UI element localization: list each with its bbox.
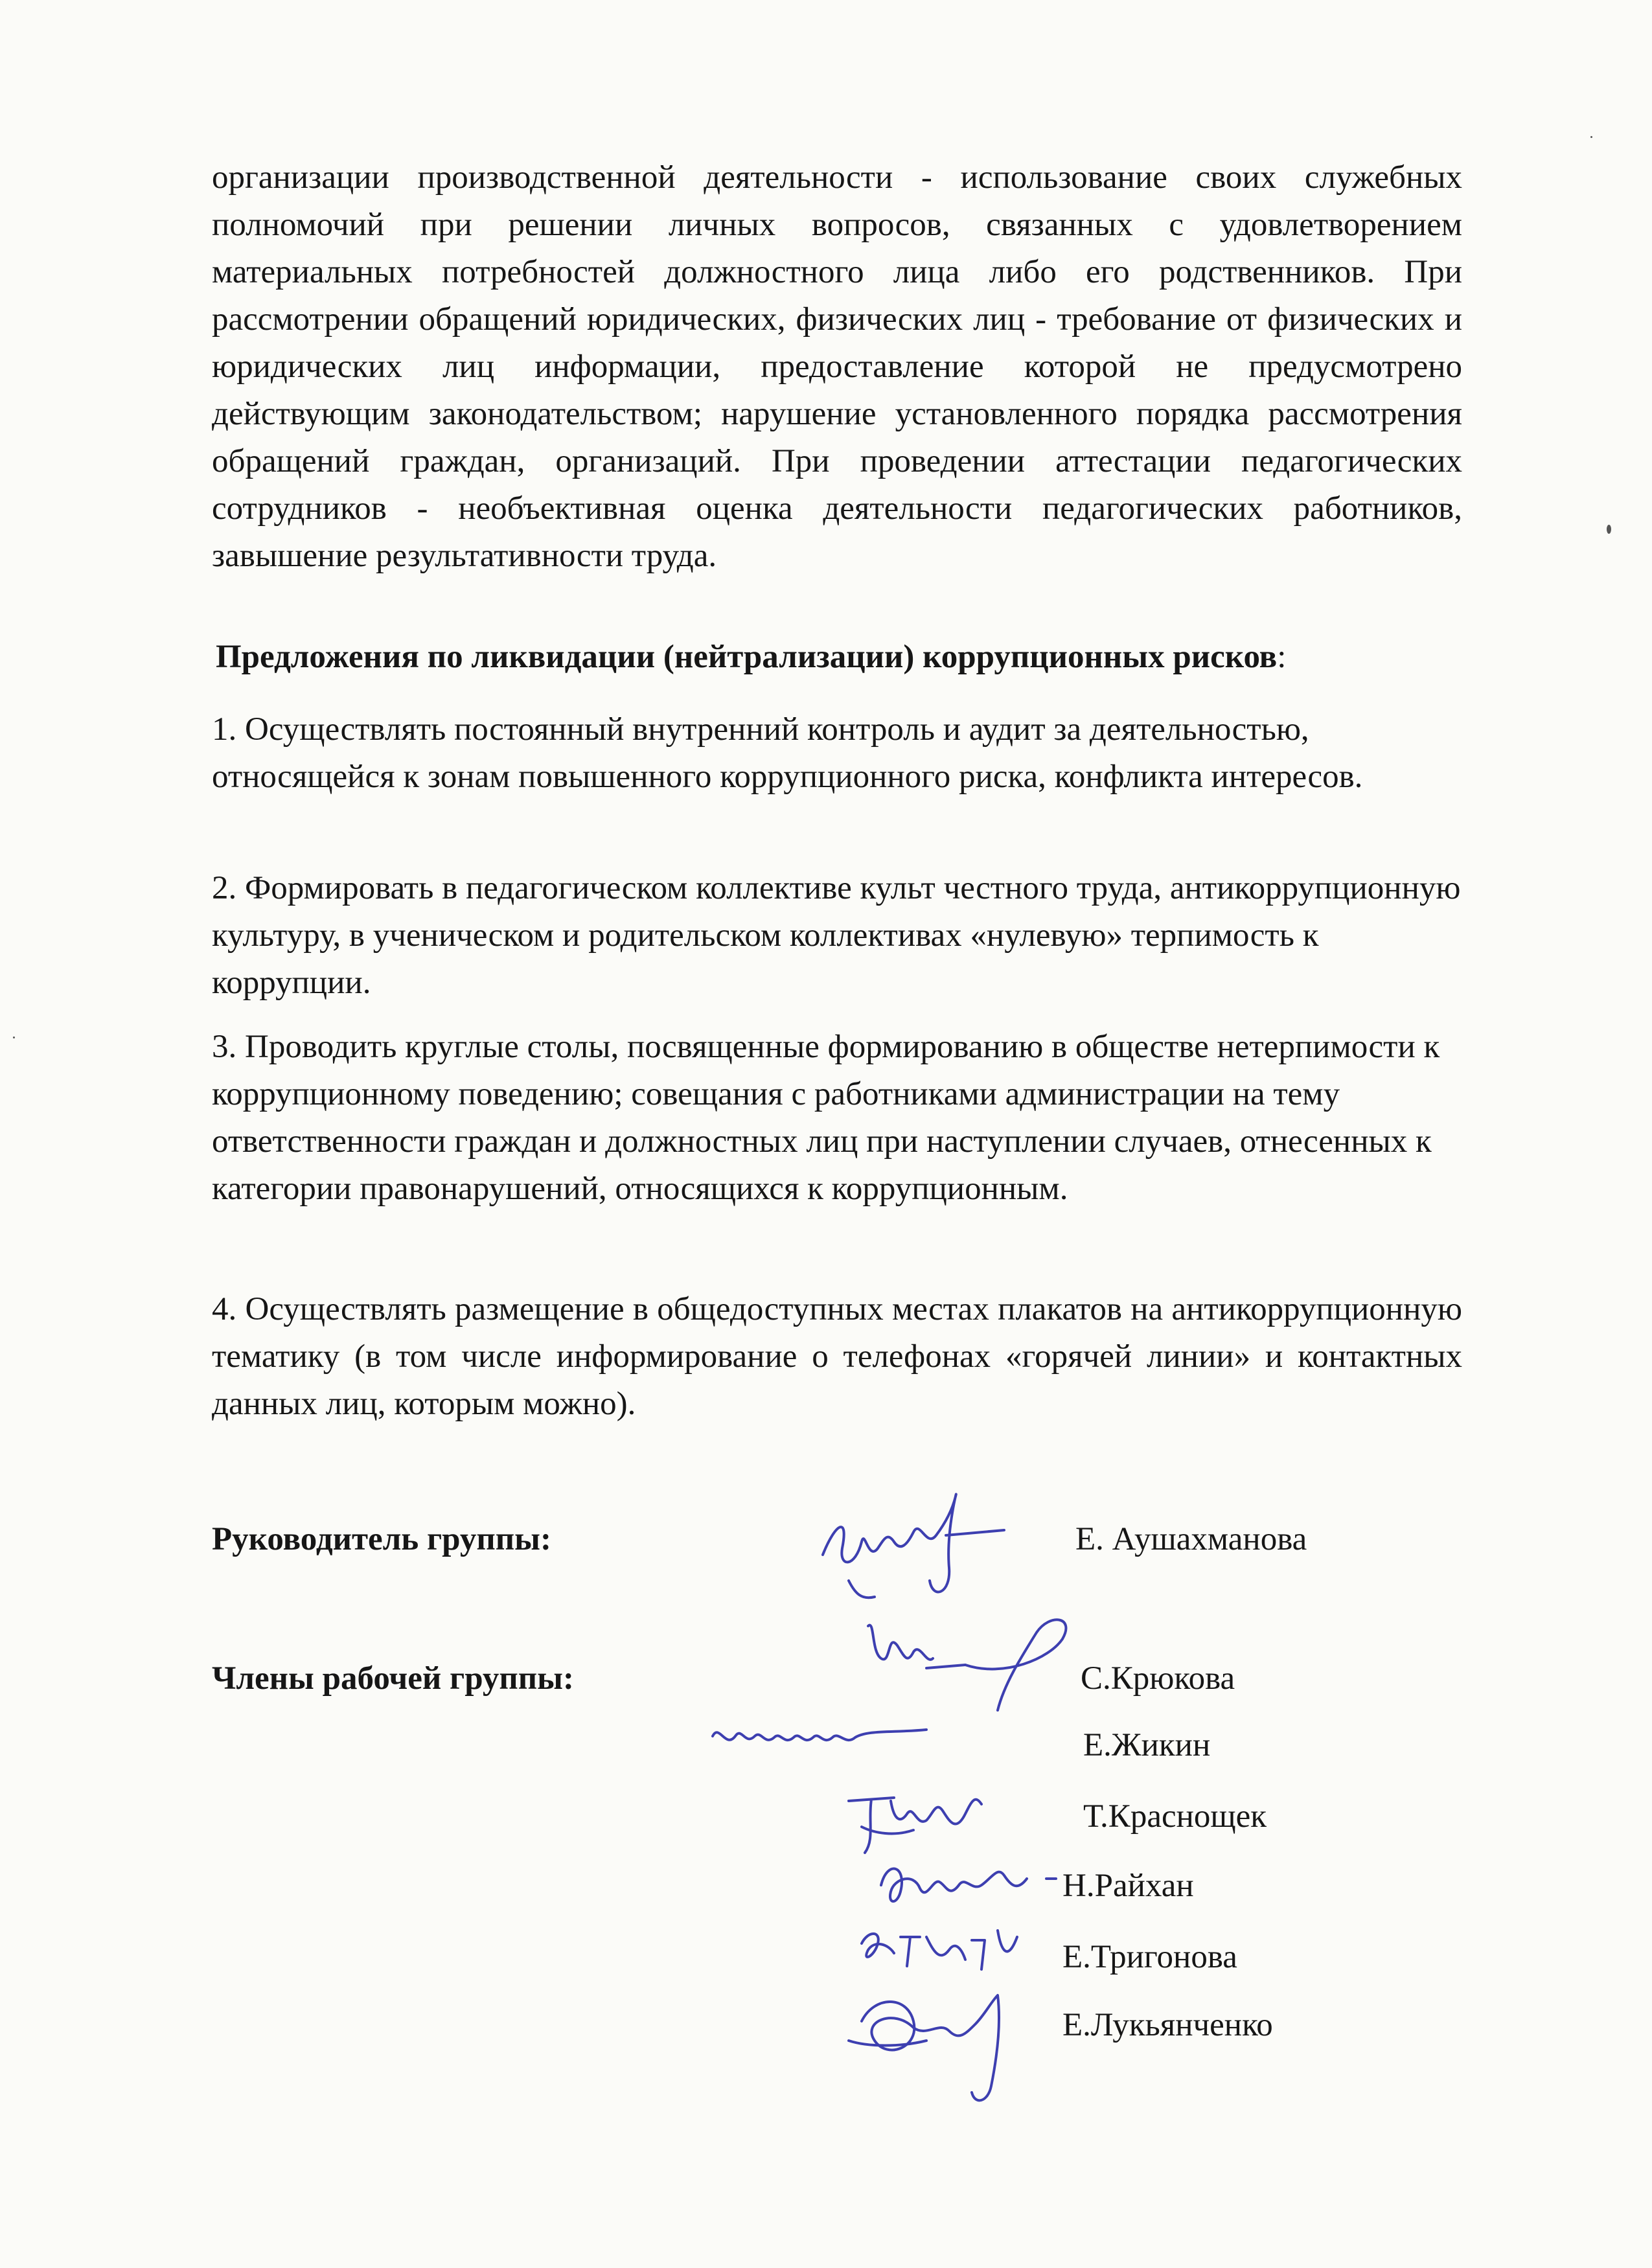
scan-mark: [13, 1037, 15, 1038]
scan-mark: [1590, 136, 1592, 138]
member-name: Е.Жикин: [1083, 1727, 1211, 1763]
leader-signature: [797, 1471, 1056, 1613]
member-name: Е.Лукьянченко: [1062, 2007, 1273, 2043]
member-signature-4: [862, 1840, 1069, 1918]
proposal-item-2: 2. Формировать в педагогическом коллективе культ честного труда, антикоррупционную культуру, в ученическом и родительском коллективах «нулевую» терпимость к коррупции.: [212, 870, 1461, 1001]
intro-paragraph: организации производственной деятельности - использование своих служебных полномочий при решении личных вопросов, связанных с удовлетворением материальных потребностей должностного лица либо его родственников. При рассмотрении обращений юридических, физических лиц - требование от физических и юридических лиц информации, предоставление которой не предусмотрено действующим законодательством; нарушение установленного порядка рассмотрения обращений граждан, организаций. При проведении аттестации педагогических сотрудников - необъективная оценка деятельности педагогических работников, завышение результативности труда.: [212, 159, 1462, 574]
members-label: Члены рабочей группы:: [212, 1660, 574, 1697]
proposals-heading-text: Предложения по ликвидации (нейтрализации) коррупционных рисков: [216, 639, 1278, 675]
member-name: Е.Тригонова: [1062, 1939, 1237, 1975]
member-signature-2: [700, 1710, 946, 1762]
member-signature-1: [855, 1607, 1127, 1717]
member-name: Т.Краснощек: [1083, 1798, 1267, 1835]
proposal-item-1: 1. Осуществлять постоянный внутренний контроль и аудит за деятельностью, относящейся к зонам повышенного коррупционного риска, конфликта интересов.: [212, 711, 1363, 795]
leader-label: Руководитель группы:: [212, 1521, 551, 1557]
proposals-heading: [216, 634, 1479, 681]
proposal-item-3: 3. Проводить круглые столы, посвященные формированию в обществе нетерпимости к коррупционному поведению; совещания с работниками администрации на тему ответственности граждан и должностных лиц при наступлении случаев, отнесенных к категории правонарушений, относящихся к коррупционным.: [212, 1029, 1440, 1207]
member-name: Н.Райхан: [1062, 1868, 1194, 1904]
member-name: С.Крюкова: [1081, 1660, 1235, 1697]
scan-mark: [1607, 525, 1611, 534]
leader-name: Е. Аушахманова: [1075, 1521, 1307, 1557]
proposals-heading-colon: :: [1277, 639, 1287, 675]
member-signature-6: [836, 1976, 1050, 2112]
proposal-item-4: 4. Осуществлять размещение в общедоступных местах плакатов на антикоррупционную тематику (в том числе информирование о телефонах «горячей линии» и контактных данных лиц, которым можно).: [212, 1291, 1462, 1422]
